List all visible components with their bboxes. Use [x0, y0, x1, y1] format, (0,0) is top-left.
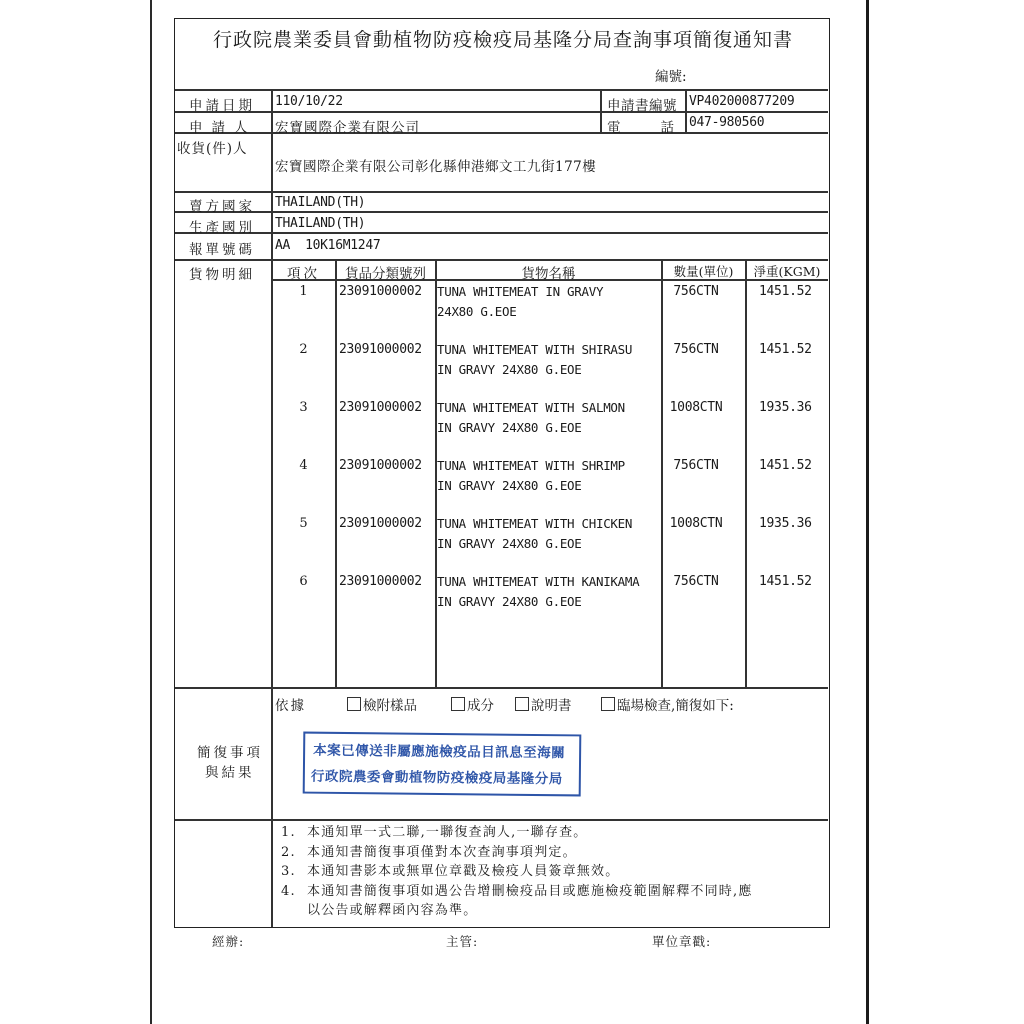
origin-value: THAILAND(TH) [275, 216, 366, 231]
note-number: 1. [281, 825, 296, 840]
option-manual[interactable] [515, 694, 572, 714]
goods-name-line1: TUNA WHITEMEAT WITH KANIKAMA [437, 574, 640, 589]
origin-label: 生產國別 [189, 220, 255, 236]
option-ingredients-label: 成分 [467, 698, 494, 714]
declaration-value: AA 10K16M1247 [275, 238, 381, 253]
note-item [281, 862, 829, 882]
goods-name-line2: 24X80 G.EOE [437, 304, 517, 319]
supervisor-label: 主管: [446, 934, 479, 949]
goods-quantity: 1008CTN [669, 400, 723, 415]
stamp-line1: 本案已傳送非屬應施檢疫品目訊息至海關 [313, 742, 566, 762]
goods-name-line2: IN GRAVY 24X80 G.EOE [437, 536, 582, 551]
stamp-line2: 行政院農委會動植物防疫檢疫局基隆分局 [310, 768, 563, 788]
page-edge-left [150, 0, 152, 1024]
goods-net-weight: 1451.52 [759, 458, 812, 473]
phone-value: 047-980560 [689, 115, 765, 130]
goods-name-line2: IN GRAVY 24X80 G.EOE [437, 594, 582, 609]
app-no-label: 申請書編號 [607, 98, 677, 114]
header-quantity: 數量(單位) [673, 264, 734, 279]
reply-label-line1: 簡復事項 [197, 745, 263, 761]
goods-name-line2: IN GRAVY 24X80 G.EOE [437, 420, 582, 435]
goods-hs-code: 23091000002 [339, 400, 422, 415]
option-sample[interactable] [347, 694, 417, 714]
seller-country-label: 賣方國家 [189, 199, 255, 215]
sample-checkbox[interactable] [347, 697, 361, 711]
note-number: 4. [281, 883, 296, 899]
header-hs-code: 貨品分類號列 [345, 266, 426, 282]
note-text: 本通知單一式二聯,一聯復查詢人,一聯存查。 [307, 825, 588, 840]
goods-hs-code: 23091000002 [339, 284, 422, 299]
note-continuation: 以公告或解釋函內容為準。 [307, 903, 478, 918]
page-edge-right [866, 0, 869, 1024]
option-manual-label: 說明書 [531, 698, 572, 714]
header-item-no: 項次 [287, 266, 320, 282]
manual-checkbox[interactable] [515, 697, 529, 711]
goods-item-no: 1 [299, 284, 308, 299]
goods-quantity: 1008CTN [669, 516, 723, 531]
official-stamp [303, 732, 582, 797]
notification-form [174, 18, 830, 928]
goods-name-line1: TUNA WHITEMEAT WITH SHIRASU [437, 342, 633, 357]
note-number: 3. [281, 864, 296, 879]
inspection-checkbox[interactable] [601, 697, 615, 711]
form-title: 行政院農業委員會動植物防疫檢疫局基隆分局查詢事項簡復通知書 [212, 29, 793, 51]
goods-hs-code: 23091000002 [339, 342, 422, 357]
seller-country-value: THAILAND(TH) [275, 195, 366, 210]
goods-label: 貨物明細 [189, 267, 255, 283]
option-inspection-label: 臨場檢查,簡復如下: [617, 698, 734, 714]
goods-quantity: 756CTN [673, 342, 719, 357]
goods-name-line1: TUNA WHITEMEAT IN GRAVY [437, 284, 604, 299]
goods-name-line1: TUNA WHITEMEAT WITH SALMON [437, 400, 625, 415]
goods-hs-code: 23091000002 [339, 458, 422, 473]
note-item [281, 882, 829, 902]
goods-name-line1: TUNA WHITEMEAT WITH CHICKEN [437, 516, 633, 531]
note-text: 本通知書簡復事項僅對本次查詢事項判定。 [307, 844, 577, 860]
goods-hs-code: 23091000002 [339, 574, 422, 589]
basis-label: 依據 [275, 698, 306, 714]
handler-label: 經辦: [212, 934, 245, 949]
goods-quantity: 756CTN [673, 458, 719, 473]
goods-net-weight: 1935.36 [759, 516, 812, 531]
ingredients-checkbox[interactable] [451, 697, 465, 711]
note-number: 2. [281, 844, 296, 860]
applicant-value: 宏寶國際企業有限公司 [275, 120, 420, 136]
option-inspection[interactable] [601, 694, 734, 714]
goods-net-weight: 1935.36 [759, 400, 812, 415]
option-sample-label: 檢附樣品 [363, 698, 417, 714]
reply-label-line2: 與結果 [205, 765, 255, 781]
goods-name-line1: TUNA WHITEMEAT WITH SHRIMP [437, 458, 625, 473]
goods-item-no: 2 [299, 342, 308, 357]
serial-label: 編號: [655, 69, 687, 85]
phone-label: 電話 [607, 120, 714, 136]
goods-name-line2: IN GRAVY 24X80 G.EOE [437, 362, 582, 377]
consignee-value: 宏寶國際企業有限公司彰化縣伸港鄉文工九街177樓 [275, 159, 597, 175]
goods-net-weight: 1451.52 [759, 342, 812, 357]
goods-item-no: 5 [299, 516, 308, 531]
consignee-label: 收貨(件)人 [177, 141, 248, 157]
goods-quantity: 756CTN [673, 284, 719, 299]
goods-item-no: 6 [299, 574, 308, 589]
header-net-weight: 淨重(KGM) [753, 264, 821, 279]
goods-net-weight: 1451.52 [759, 284, 812, 299]
apply-date-label: 申請日期 [189, 98, 255, 114]
seal-label: 單位章戳: [652, 934, 712, 949]
goods-item-no: 4 [299, 458, 308, 473]
apply-date-value: 110/10/22 [275, 94, 343, 109]
app-no-value: VP402000877209 [689, 94, 795, 109]
goods-name-line2: IN GRAVY 24X80 G.EOE [437, 478, 582, 493]
goods-quantity: 756CTN [673, 574, 719, 589]
declaration-label: 報單號碼 [189, 242, 255, 258]
goods-net-weight: 1451.52 [759, 574, 812, 589]
option-ingredients[interactable] [451, 694, 494, 714]
header-goods-name: 貨物名稱 [521, 266, 576, 282]
note-item [281, 843, 829, 863]
goods-item-no: 3 [299, 400, 308, 415]
note-item [281, 823, 829, 843]
notes-list [281, 823, 829, 921]
note-text: 本通知書影本或無單位章戳及檢疫人員簽章無效。 [307, 864, 620, 879]
note-text: 本通知書簡復事項如遇公告增刪檢疫品目或應施檢疫範圍解釋不同時,應 [307, 883, 753, 899]
applicant-label: 申請人 [189, 120, 257, 136]
goods-hs-code: 23091000002 [339, 516, 422, 531]
